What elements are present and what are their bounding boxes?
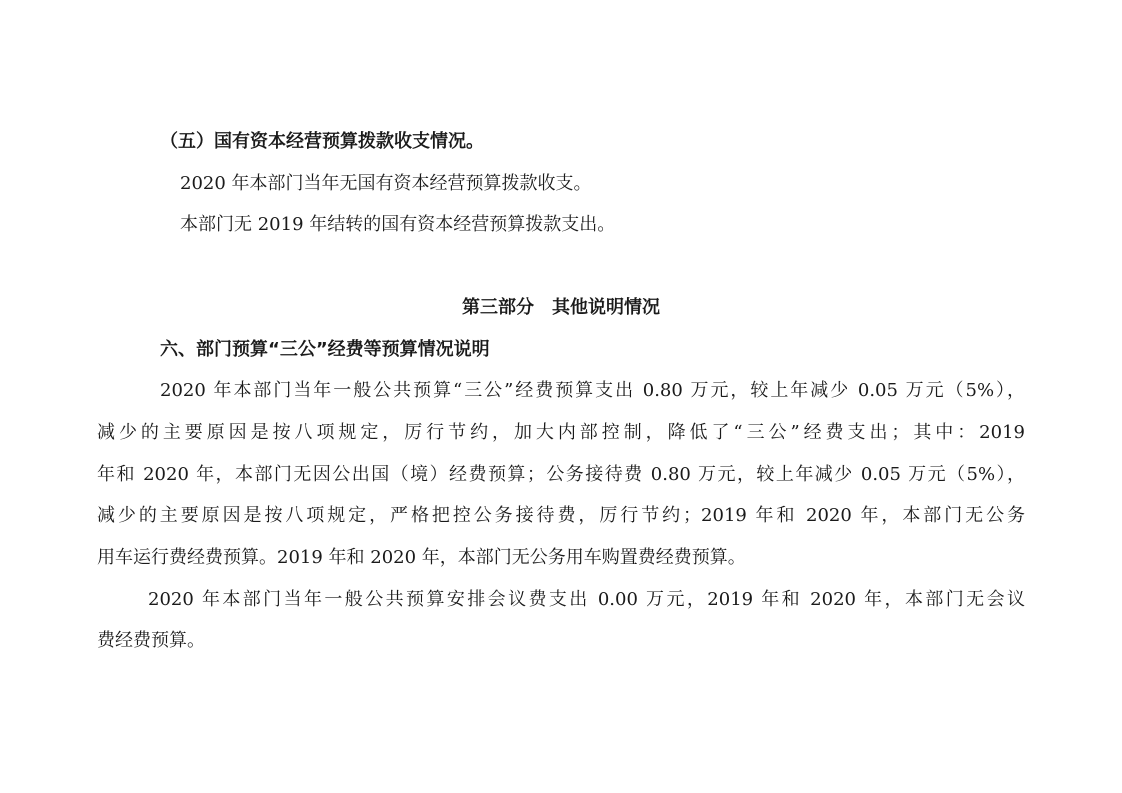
paragraph-line: 费经费预算。 — [97, 630, 205, 651]
paragraph-line: 2020 年本部门当年一般公共预算“三公”经费预算支出 0.80 万元，较上年减少 0.05 万元（5%）， — [160, 380, 1025, 401]
paragraph-line: 年和 2020 年，本部门无因公出国（境）经费预算；公务接待费 0.80 万元，较上年减少 0.05 万元（5%）， — [97, 464, 1025, 485]
paragraph-line: 用车运行费经费预算。2019 年和 2020 年，本部门无公务用车购置费经费预算。 — [97, 547, 746, 568]
section-heading-three-public: 六、部门预算“三公”经费等预算情况说明 — [160, 339, 490, 360]
paragraph-no-carryover: 本部门无 2019 年结转的国有资本经营预算拨款支出。 — [180, 214, 616, 235]
paragraph-line: 减少的主要原因是按八项规定，厉行节约，加大内部控制，降低了“三公”经费支出；其中：2019 — [97, 422, 1025, 443]
section-heading-state-capital: （五）国有资本经营预算拨款收支情况。 — [160, 131, 484, 152]
paragraph-no-state-capital: 2020 年本部门当年无国有资本经营预算拨款收支。 — [180, 173, 592, 194]
part-title: 第三部分 其他说明情况 — [462, 297, 660, 318]
paragraph-line: 减少的主要原因是按八项规定，严格把控公务接待费，厉行节约；2019 年和 2020 年，本部门无公务 — [97, 505, 1025, 526]
paragraph-line: 2020 年本部门当年一般公共预算安排会议费支出 0.00 万元，2019 年和 2020 年，本部门无会议 — [148, 589, 1025, 610]
